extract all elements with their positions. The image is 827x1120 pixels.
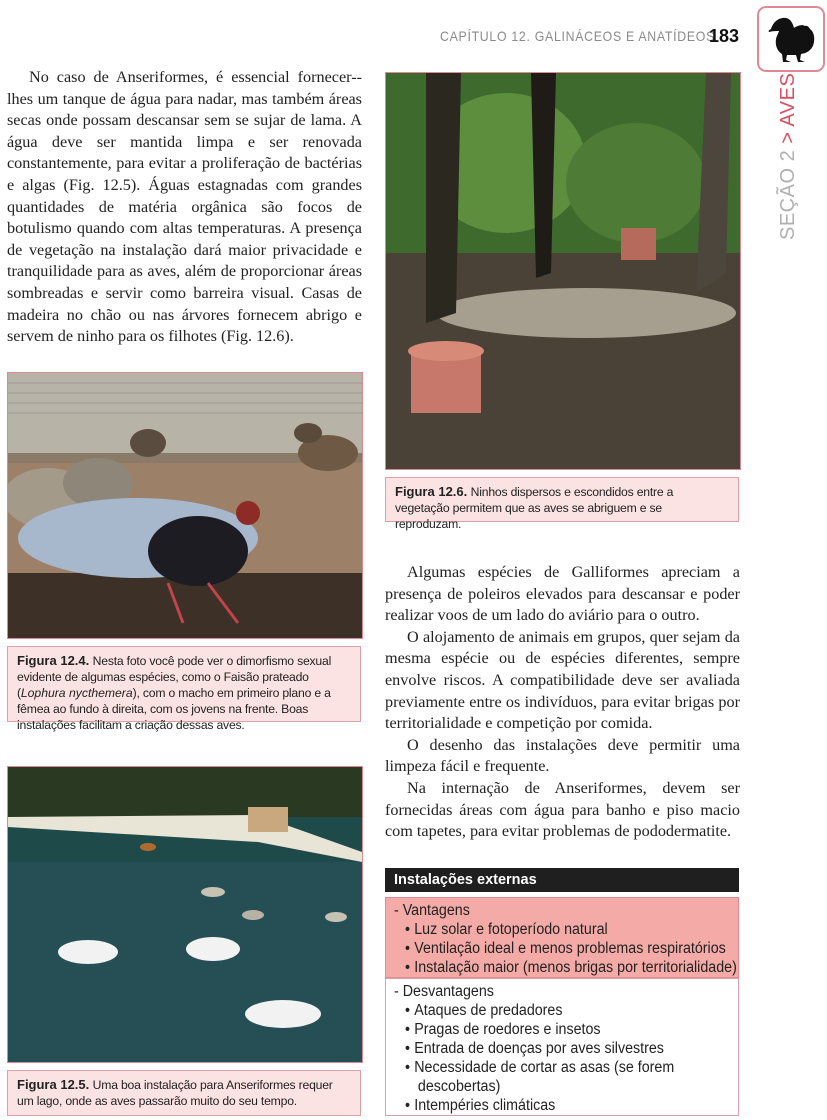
bullet-icon: • [405, 921, 411, 938]
bullet-icon: • [405, 1040, 411, 1057]
paragraph: Algumas espécies de Galliformes apreciam a presença de poleiros elevados para descansar e poder realizar voos de um lado do aviário para o outro. [385, 563, 740, 625]
caption-text: Uma boa instalação para Anseriformes requer um lago, onde as aves passarão muito do seu tempo. [17, 1078, 333, 1108]
advantage-item [394, 920, 710, 939]
advantages-section [385, 897, 739, 978]
disadvantage-text: Necessidade de cortar as asas (se forem [414, 1059, 675, 1076]
section-label: SEÇÃO 2 [777, 149, 799, 240]
running-head: CAPÍTULO 12. GALINÁCEOS E ANATÍDEOS [440, 28, 715, 44]
paragraph: O alojamento de animais em grupos, quer sejam da mesma espécie ou de espécies diferentes, sempre envolve riscos. A compatibilidade deve ser avaliada previamente entre os indivíduos, para evitar brigas por territorialidade e competição por comida. [385, 627, 740, 733]
duck-silhouette-icon [763, 12, 819, 66]
disadvantages-heading: - Desvantagens [394, 983, 494, 1000]
right-column-text [385, 562, 740, 843]
bullet-icon: • [405, 940, 411, 957]
figure-label: Figura 12.4. [17, 653, 90, 668]
figure-12-6-caption [385, 477, 739, 531]
bullet-icon: • [405, 1002, 411, 1019]
disadvantage-text: Ataques de predadores [414, 1002, 563, 1019]
info-box-title: Instalações externas [385, 868, 739, 892]
paragraph: O desenho das instalações deve permitir uma limpeza fácil e frequente. [385, 735, 740, 776]
section-tab [777, 72, 807, 240]
disadvantage-continuation: descobertas) [417, 1078, 501, 1095]
disadvantage-text: Intempéries climáticas [414, 1097, 556, 1114]
paragraph: No caso de Anseriformes, é essencial fornecer--lhes um tanque de água para nadar, mas também áreas secas onde possam descansar sem se sujar de lama. A água deve ser mantida limpa e ser renovada constantemente, para evitar a proliferação de bactérias e algas (Fig. 12.5). Águas estagnadas com grandes quantidades de matéria orgânica são focos de botulismo quando com altas temperaturas. A presença de vegetação na instalação dará maior privacidade e tranquilidade para as aves, além de proporcionar áreas sombreadas e servir como barreira visual. Casas de madeira no chão ou nas árvores fornecem abrigo e servem de ninho para os filhotes (Fig. 12.6). [7, 68, 362, 346]
caption-text: ), com o macho em primeiro plano e a fêmea ao fundo à direita, com os jovens na frente. Boas instalações facilitam a criação dessas aves. [17, 686, 331, 732]
section-topic: AVES [777, 72, 799, 127]
bullet-icon: • [405, 1097, 411, 1114]
bullet-icon: • [405, 959, 411, 976]
disadvantage-text: Pragas de roedores e insetos [414, 1021, 601, 1038]
figure-12-4-photo [7, 372, 363, 639]
figure-12-5-caption [7, 1070, 361, 1116]
caption-text: Nesta foto você pode ver o dimorfismo sexual evidente de algumas espécies, como o Faisão prateado ( [17, 654, 332, 700]
left-column-text [7, 67, 362, 348]
figure-label: Figura 12.5. [17, 1077, 90, 1092]
figure-label: Figura 12.6. [395, 484, 468, 499]
figure-12-5-photo [7, 766, 363, 1063]
species-name: Lophura nycthemera [20, 686, 133, 700]
disadvantages-section [385, 978, 739, 1116]
disadvantage-text: Entrada de doenças por aves silvestres [414, 1040, 664, 1057]
section-separator: > [777, 131, 799, 144]
advantage-item [394, 958, 737, 977]
figure-12-6-photo [385, 72, 741, 470]
disadvantage-item [394, 1058, 710, 1077]
section-logo [757, 6, 825, 72]
disadvantage-item [394, 1039, 710, 1058]
advantage-text: Luz solar e fotoperíodo natural [414, 921, 608, 938]
bullet-icon: • [405, 1021, 411, 1038]
disadvantage-item [394, 1020, 710, 1039]
figure-12-4-caption [7, 646, 361, 732]
caption-text: Ninhos dispersos e escondidos entre a vegetação permitem que as aves se abriguem e se reproduzam. [395, 485, 674, 531]
paragraph: Na internação de Anseriformes, devem ser fornecidas áreas com água para banho e piso macio com tapetes, para evitar problemas de pododermatite. [385, 778, 740, 841]
advantage-text: Ventilação ideal e menos problemas respiratórios [414, 940, 726, 957]
advantage-item [394, 939, 726, 958]
disadvantage-item [394, 1096, 710, 1115]
disadvantage-item [394, 1001, 710, 1020]
page-number: 183 [709, 26, 740, 46]
advantages-heading: - Vantagens [394, 902, 470, 919]
advantage-text: Instalação maior (menos brigas por territorialidade) [414, 959, 737, 976]
bullet-icon: • [405, 1059, 411, 1076]
